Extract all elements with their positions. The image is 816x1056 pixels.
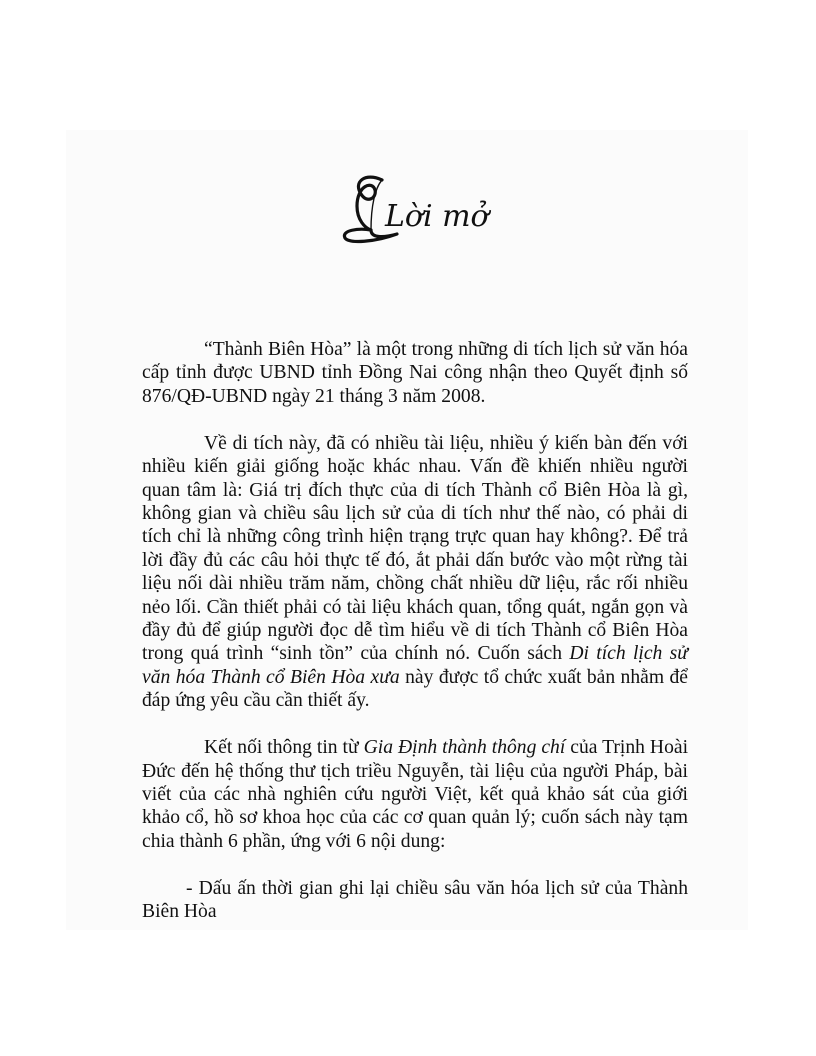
italic-title: Gia Định thành thông chí [363, 737, 566, 759]
text-run: - Dấu ấn thời gian ghi lại chiều sâu văn hóa lịch sử của Thành Biên Hòa [142, 877, 688, 923]
paragraph [142, 338, 688, 408]
text-run: này được tổ chức xuất bản nhằm để đáp ứng yêu cầu cần thiết ấy. [142, 666, 688, 712]
text-run: Kết nối thông tin từ [204, 737, 364, 759]
body-text [142, 338, 688, 947]
paragraph [142, 736, 688, 853]
text-run: “Thành Biên Hòa” là một trong những di tích lịch sử văn hóa cấp tỉnh được UBND tỉnh Đồng Nai công nhận theo Quyết định số 876/QĐ-UBND ngày 21 tháng 3 năm 2008. [142, 339, 688, 407]
text-run: Về di tích này, đã có nhiều tài liệu, nhiều ý kiến bàn đến với nhiều kiến giải giống hoặc khác nhau. Vấn đề khiến nhiều người quan tâm là: Giá trị đích thực của di tích Thành cổ Biên Hòa là gì, không gian và chiều sâu lịch sử của di tích như thế nào, có phải di tích chỉ là những công trình hiện trạng trực quan hay không?. Để trả lời đầy đủ các câu hỏi thực tế đó, ắt phải dấn bước vào một rừng tài liệu nối dài nhiều trăm năm, chồng chất nhiều dữ liệu, rắc rối nhiều nẻo lối. Cần thiết phải có tài liệu khách quan, tổng quát, ngắn gọn và đầy đủ để giúp người đọc dễ tìm hiểu về di tích Thành cổ Biên Hòa trong quá trình “sinh tồn” của chính nó. Cuốn sách [142, 432, 688, 665]
heading-text: Lời mở [385, 199, 489, 234]
text-run: của Trịnh Hoài Đức đến hệ thống thư tịch triều Nguyễn, tài liệu của người Pháp, bài viết của các nhà nghiên cứu người Việt, kết quả khảo sát của giới khảo cổ, hồ sơ khoa học của các cơ quan quản lý; cuốn sách này tạm chia thành 6 phần, ứng với 6 nội dung: [142, 737, 689, 852]
calligraphic-heading-art [335, 168, 489, 248]
paragraph [142, 432, 688, 713]
italic-title: Di tích lịch sử văn hóa Thành cổ Biên Hòa xưa [142, 643, 688, 688]
page-heading [335, 168, 489, 248]
bullet-item [142, 877, 688, 924]
